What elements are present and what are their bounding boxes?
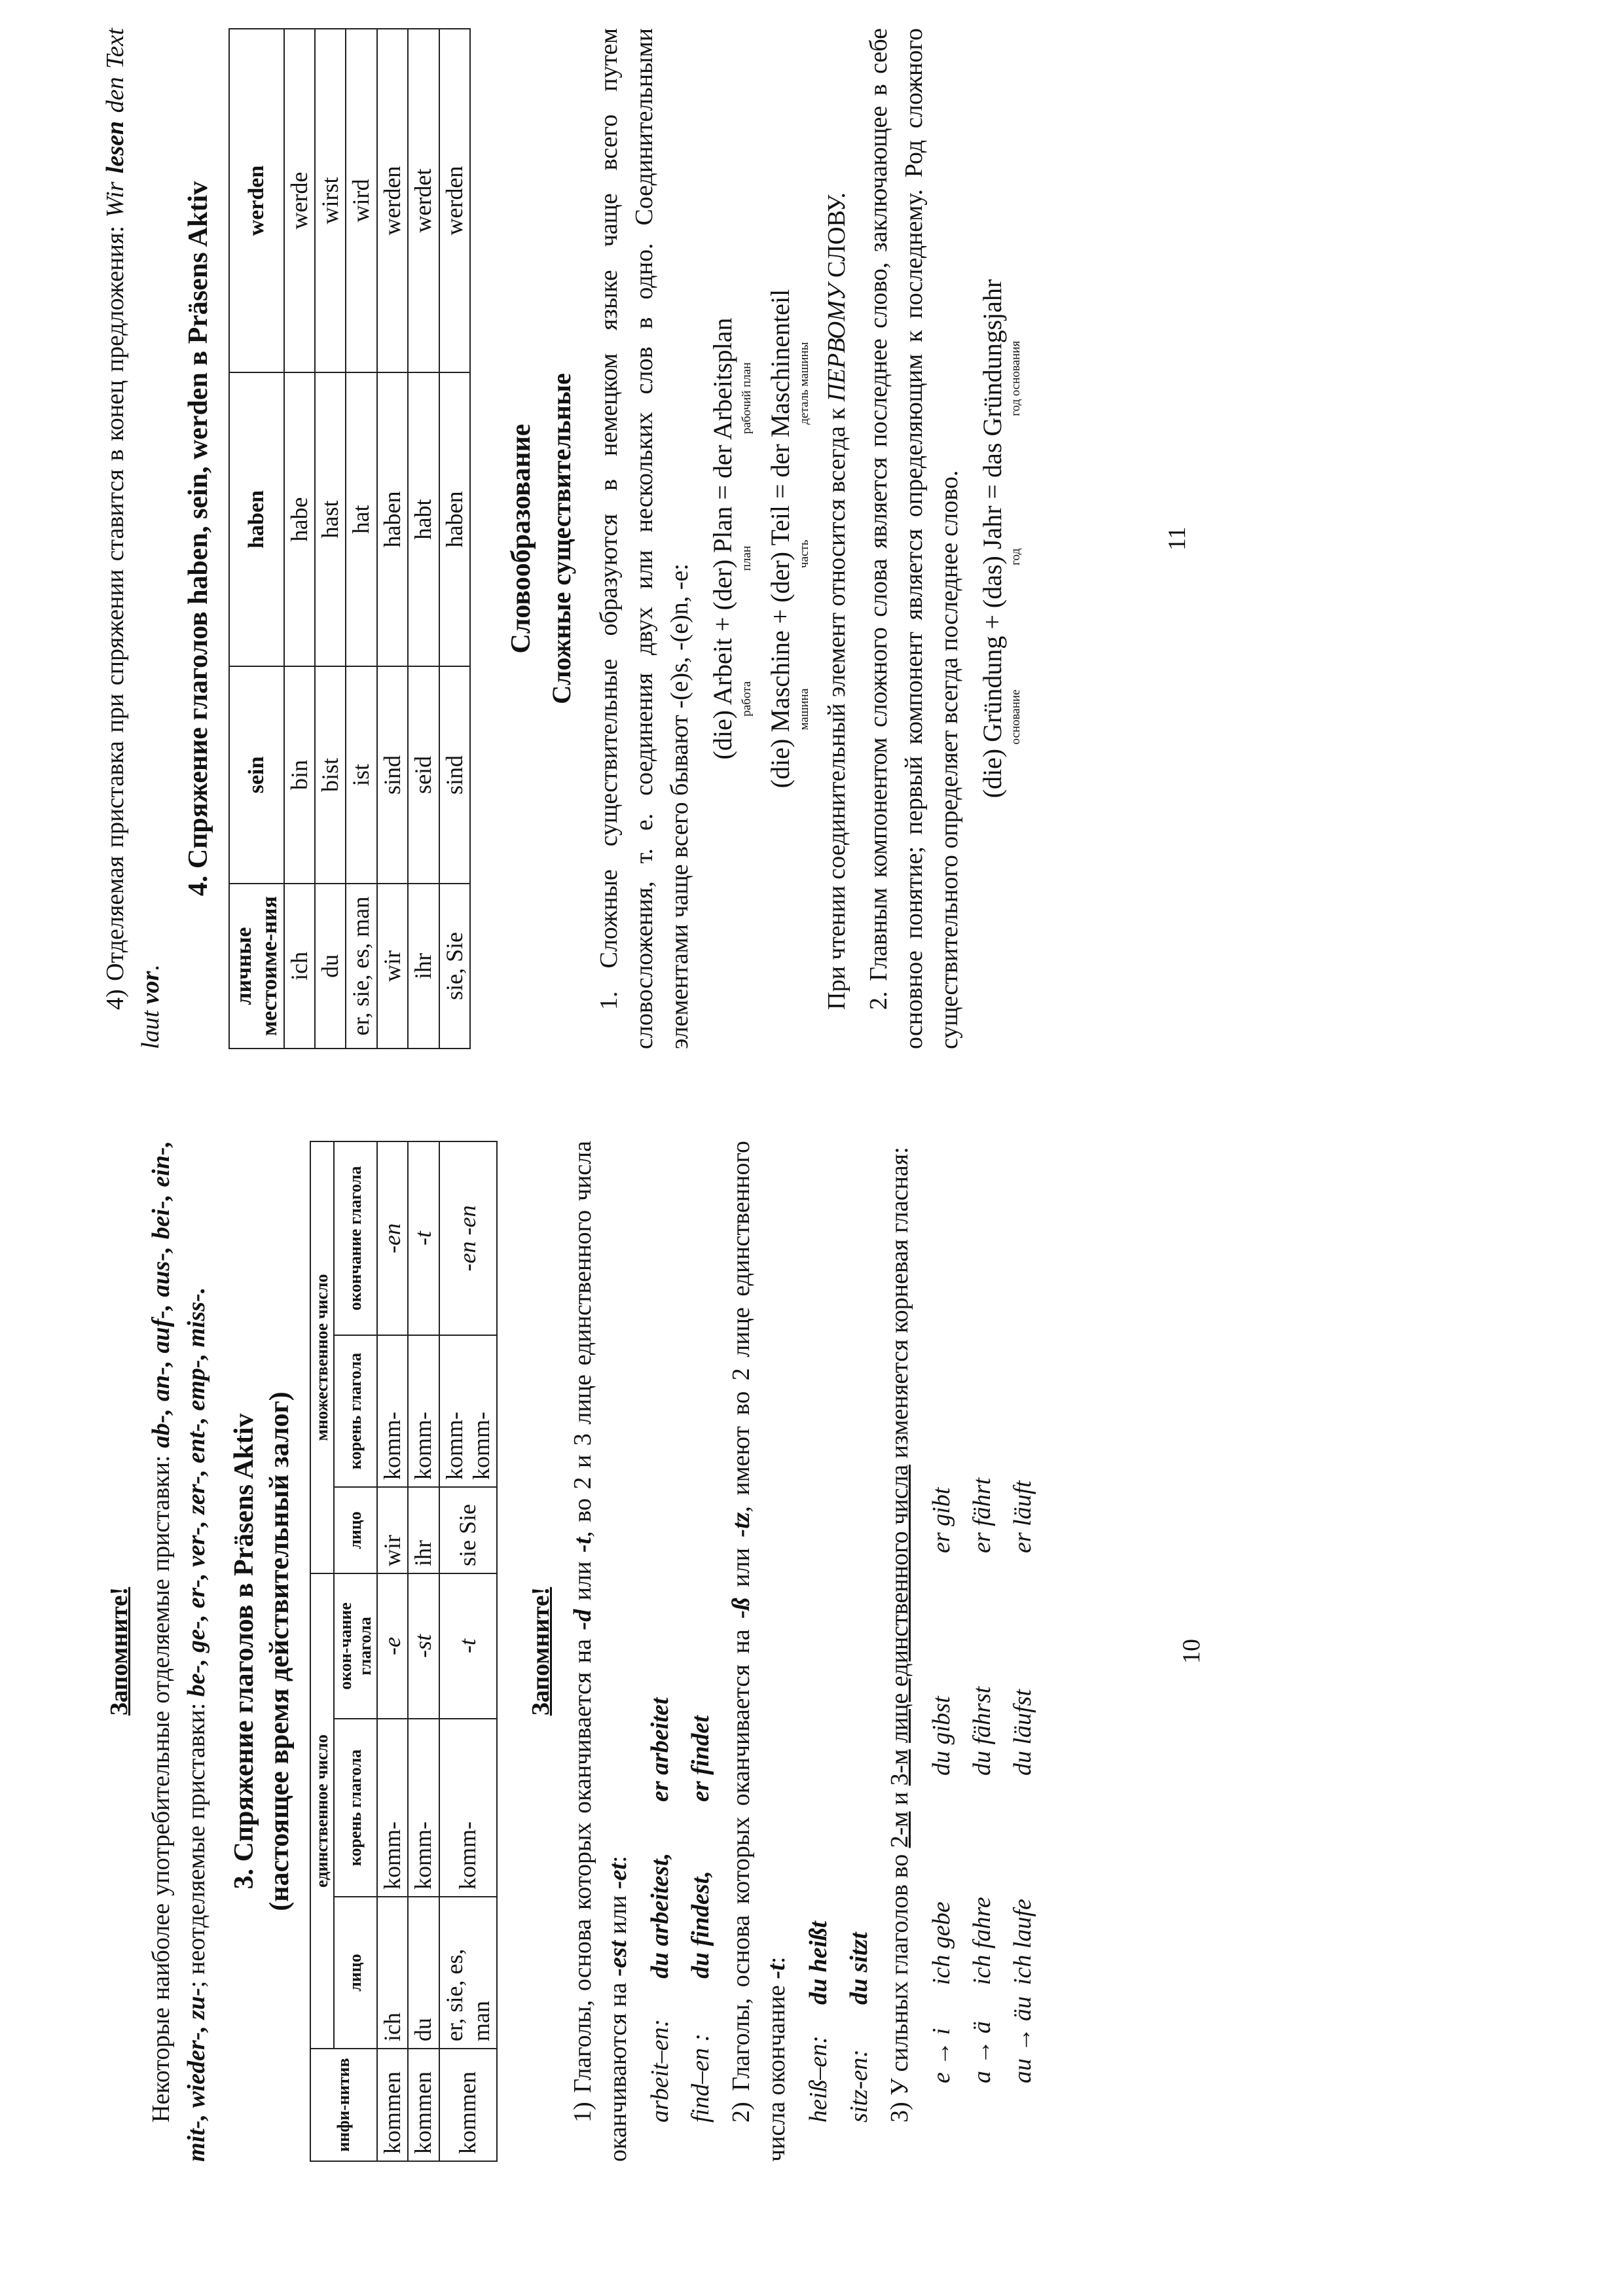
table-cell: er, sie, es, man xyxy=(439,1897,498,2049)
plus-sign: + xyxy=(708,617,738,632)
table-cell: du xyxy=(408,1897,439,2049)
example-row xyxy=(643,1141,678,2162)
example-cell: ich gebe xyxy=(927,1901,955,1985)
section3-heading xyxy=(227,1141,298,2162)
rule-2: 2) Глаголы, основа которых оканчивается на -ß или -tz, имеют во 2 лице единственного числа окончание -t: xyxy=(727,1140,790,2162)
word: (die) Maschine xyxy=(765,630,795,789)
rule2-tz: -tz xyxy=(727,1512,756,1537)
table-row xyxy=(377,1141,408,2161)
separable-prefixes: ab-, an-, auf-, aus-, bei-, ein-, mit-, wieder-, zu- xyxy=(147,1141,210,2162)
table-cell: ihr xyxy=(408,1487,439,1573)
example-row xyxy=(801,1141,837,2162)
example-cell: du sitzt xyxy=(845,1932,873,2005)
table-row xyxy=(377,29,408,1049)
rule2-or: или xyxy=(727,1548,756,1587)
formula-term xyxy=(762,289,811,478)
rule3-and: и xyxy=(885,1791,913,1806)
table-cell: hast xyxy=(315,372,346,666)
example-cell: find–en : xyxy=(687,2033,715,2123)
table-cell: wird xyxy=(346,29,376,372)
example-cell: e → i xyxy=(927,2028,955,2083)
compound-nouns-heading: Сложные существительные xyxy=(546,373,576,704)
table-row xyxy=(315,29,346,1049)
example-cell: ich fahre xyxy=(968,1897,996,1985)
paragraph-3: 2. Главным компонентом сложного слова является последнее слово, заключающее в себе основное понятие; первый компонент является определяющим к последнему. Род сложного существительного определяет всегда последнее слово. xyxy=(864,28,963,1049)
formula-term xyxy=(704,318,753,479)
formula-term xyxy=(762,505,811,603)
group-plural: множественное число xyxy=(310,1141,334,1573)
remember-heading-2: Запомните! xyxy=(527,1587,555,1716)
table-cell: komm- xyxy=(439,1719,498,1897)
col-person-pl: лицо xyxy=(334,1487,377,1573)
equals-sign: = xyxy=(765,484,795,499)
col-root-sg: корень глагола xyxy=(334,1719,377,1897)
equals-sign: = xyxy=(708,485,738,500)
section3-title: 3. Спряжение глаголов в Präsens Aktiv xyxy=(228,1413,259,1890)
table-cell: sie, Sie xyxy=(439,884,470,1049)
rule3-text: 3) У сильных глаголов во xyxy=(885,1854,913,2123)
section3-subtitle: (настоящее время действительный залог) xyxy=(264,1391,295,1911)
table-cell: werden xyxy=(377,29,408,372)
example-cell: er läuft xyxy=(1008,1480,1036,1553)
rule-1: 1) Глаголы, основа которых оканчивается на -d или -t, во 2 и 3 лице единственного числа оканчиваются на -est или -et: xyxy=(569,1140,632,2162)
rule1-t: -t xyxy=(569,1537,597,1553)
haben-sein-werden-table xyxy=(228,28,471,1049)
formula-arbeitsplan xyxy=(704,28,753,1049)
table-cell: ist xyxy=(346,666,376,884)
table-cell: werden xyxy=(439,29,470,372)
rule2-text-b: , имеют во 2 лице единственного числа окончание xyxy=(727,1140,790,2162)
item4-example: den Text laut xyxy=(101,28,164,1049)
rule3-text-b: изменяется корневая гласная: xyxy=(885,1147,913,1459)
table-cell: werde xyxy=(284,29,315,372)
table-cell: haben xyxy=(439,372,470,666)
table-cell: -e xyxy=(377,1573,408,1719)
word-formation-heading: Словообразование xyxy=(506,423,537,654)
word: der Maschinenteil xyxy=(765,289,795,478)
word: (das) Jahr xyxy=(977,505,1007,609)
rule3-3m: 3-м xyxy=(885,1749,913,1786)
paragraph-2-italic: ПЕРВОМУ xyxy=(822,283,850,402)
col-infinitive: инфи-нитив xyxy=(310,2049,377,2161)
gloss: часть xyxy=(797,539,811,569)
word: das Gründungsjahr xyxy=(977,279,1007,478)
page-number: 11 xyxy=(1163,526,1191,551)
example-cell: sitz-en: xyxy=(845,2049,873,2123)
example-cell: ich laufe xyxy=(1008,1899,1036,1985)
example-row xyxy=(684,1141,719,2162)
paragraph-2-end: СЛОВУ. xyxy=(822,192,850,278)
example-cell: au → äu xyxy=(1008,1996,1036,2083)
item4-text: 4) Отделяемая приставка при спряжении ставится в конец предложения: xyxy=(101,226,129,1010)
item-4: 4) Отделяемая приставка при спряжении ставится в конец предложения: Wir lesen den Text laut vor. xyxy=(101,28,164,1049)
example-cell: er gibt xyxy=(927,1487,955,1553)
word: (die) Arbeit xyxy=(708,637,738,760)
col-person-sg: лицо xyxy=(334,1897,377,2049)
rule1-or: или xyxy=(569,1561,597,1601)
table-cell: komm- xyxy=(408,1335,439,1487)
table-cell: habt xyxy=(408,372,439,666)
rule2-ss: -ß xyxy=(727,1598,756,1619)
paragraph-2-text: При чтении соединительный элемент относится всегда к xyxy=(822,408,850,1010)
rule3-2m: 2-м xyxy=(885,1811,913,1848)
gloss: год основания xyxy=(1009,340,1023,416)
table-cell: bist xyxy=(315,666,346,884)
table-cell: kommen xyxy=(408,2049,439,2161)
table-cell: sie Sie xyxy=(439,1487,498,1573)
col-pronouns: личные местоиме-ния xyxy=(229,884,284,1049)
page-number: 10 xyxy=(1177,1639,1205,1664)
example-cell: er fährt xyxy=(968,1477,996,1553)
formula-term xyxy=(762,630,811,788)
table-cell: kommen xyxy=(377,2049,408,2161)
col-sein: sein xyxy=(229,666,284,884)
table-cell: du xyxy=(315,884,346,1049)
paragraph-1: 1. Сложные существительные образуются в немецком языке чаще всего путем словосложения, т. е. соединения двух или нескольких слов в одно. Соединительными элементами чаще всего бывают -(e)s, -(e)n, -e: xyxy=(595,28,694,1049)
section4-title: 4. Спряжение глаголов haben, sein, werden в Präsens Aktiv xyxy=(183,181,213,897)
rule2-text: 2) Глаголы, основа которых оканчивается на xyxy=(727,1629,756,2123)
table-cell: werdet xyxy=(408,29,439,372)
gloss: деталь машины xyxy=(797,342,811,425)
page-11 xyxy=(98,28,1191,1049)
table-cell: seid xyxy=(408,666,439,884)
example-cell: du gibst xyxy=(927,1696,955,1776)
example-row xyxy=(1006,1141,1041,2162)
table-cell: komm- xyxy=(408,1719,439,1897)
table-row xyxy=(408,1141,439,2161)
rule1-est: -est xyxy=(604,1940,632,1977)
table-cell: bin xyxy=(284,666,315,884)
example-cell: du fährst xyxy=(968,1686,996,1776)
inseparable-intro: ; неотделяемые приставки: xyxy=(182,1702,210,1988)
col-ending-pl: окончание глагола xyxy=(334,1141,377,1335)
example-cell: arbeit–en: xyxy=(646,2018,674,2123)
word: (die) Gründung xyxy=(977,636,1007,798)
example-cell: er findet xyxy=(687,1715,715,1802)
gloss: машина xyxy=(797,688,811,730)
equals-sign: = xyxy=(977,484,1007,499)
word: (der) Teil xyxy=(765,505,795,603)
example-cell: du läufst xyxy=(1008,1689,1036,1776)
table-cell: komm- xyxy=(377,1335,408,1487)
page-10 xyxy=(98,1140,1205,2162)
table-row xyxy=(408,29,439,1049)
table-row xyxy=(439,29,470,1049)
gloss: план xyxy=(740,545,754,571)
table-cell: haben xyxy=(377,372,408,666)
gloss: работа xyxy=(740,681,754,717)
rule-3 xyxy=(883,1141,918,2162)
word: (der) Plan xyxy=(708,506,738,611)
formula-term xyxy=(704,638,753,760)
table-cell: wirst xyxy=(315,29,346,372)
gloss: основание xyxy=(1009,689,1023,745)
table-cell: kommen xyxy=(439,2049,498,2161)
table-cell: sind xyxy=(377,666,408,884)
example-cell: a → ä xyxy=(968,2021,996,2083)
plus-sign: + xyxy=(765,609,795,624)
example-cell: er arbeitet xyxy=(646,1697,674,1802)
table-cell: -en -en xyxy=(439,1141,498,1335)
table-cell: ihr xyxy=(408,884,439,1049)
table-cell: wir xyxy=(377,1487,408,1573)
col-haben: haben xyxy=(229,372,284,666)
col-ending-sg: окон-чание глагола xyxy=(334,1573,377,1719)
col-root-pl: корень глагола xyxy=(334,1335,377,1487)
conjugation-table xyxy=(310,1141,498,2162)
table-cell: hat xyxy=(346,372,376,666)
example-row xyxy=(965,1141,1000,2162)
table-row xyxy=(346,29,376,1049)
prefix-intro: Некоторые наиболее употребительные отделяемые приставки: xyxy=(147,1455,175,2123)
formula-term xyxy=(974,505,1023,608)
formula-term xyxy=(704,507,753,611)
formula-gruendungsjahr xyxy=(974,28,1023,1049)
example-cell: du arbeitest, xyxy=(646,1852,674,1979)
example-cell: du findest, xyxy=(687,1871,715,1979)
example-row xyxy=(842,1141,877,2162)
item4-example: lesen xyxy=(101,120,129,174)
rule1-or2: или xyxy=(604,1895,632,1935)
gloss: рабочий план xyxy=(740,362,754,435)
table-row xyxy=(439,1141,498,2161)
group-singular: единственное число xyxy=(310,1573,334,2049)
rule3-underlined: лице единственного числа xyxy=(885,1464,913,1744)
formula-term xyxy=(974,279,1023,478)
table-cell: komm- xyxy=(377,1719,408,1897)
formula-term xyxy=(974,636,1023,798)
example-row xyxy=(924,1141,960,2162)
table-cell: -t xyxy=(439,1573,498,1719)
table-cell: er, sie, es, man xyxy=(346,884,376,1049)
table-row xyxy=(284,29,315,1049)
table-cell: ich xyxy=(284,884,315,1049)
rule1-text: 1) Глаголы, основа которых оканчивается на xyxy=(569,1639,597,2123)
table-cell: wir xyxy=(377,884,408,1049)
table-cell: habe xyxy=(284,372,315,666)
gloss: год xyxy=(1009,548,1023,565)
remember-heading: Запомните! xyxy=(105,1587,133,1716)
example-cell: heiß–en: xyxy=(804,2036,832,2123)
table-cell: sind xyxy=(439,666,470,884)
word: der Arbeitsplan xyxy=(708,317,738,479)
col-werden: werden xyxy=(229,29,284,372)
table-cell: -st xyxy=(408,1573,439,1719)
plus-sign: + xyxy=(977,615,1007,630)
item4-example: Wir xyxy=(101,181,129,218)
formula-maschinenteil xyxy=(762,28,811,1049)
rule1-d: -d xyxy=(569,1609,597,1630)
rule1-et: -et xyxy=(604,1863,632,1890)
item4-example: vor xyxy=(136,971,164,1005)
rule2-t: -t xyxy=(763,1964,790,1979)
table-cell: -t xyxy=(408,1141,439,1335)
table-cell: -en xyxy=(377,1141,408,1335)
inseparable-prefixes: be-, ge-, er-, ver-, zer-, ent-, emp-, miss-. xyxy=(182,1287,210,1697)
prefix-paragraph xyxy=(144,1141,215,2162)
paragraph-2 xyxy=(820,28,855,1049)
table-cell: komm- komm- xyxy=(439,1335,498,1487)
rule1-text-b: , во 2 и 3 лице единственного числа оканчиваются на xyxy=(569,1140,632,2162)
example-cell: du heißt xyxy=(804,1921,832,2005)
table-cell: ich xyxy=(377,1897,408,2049)
